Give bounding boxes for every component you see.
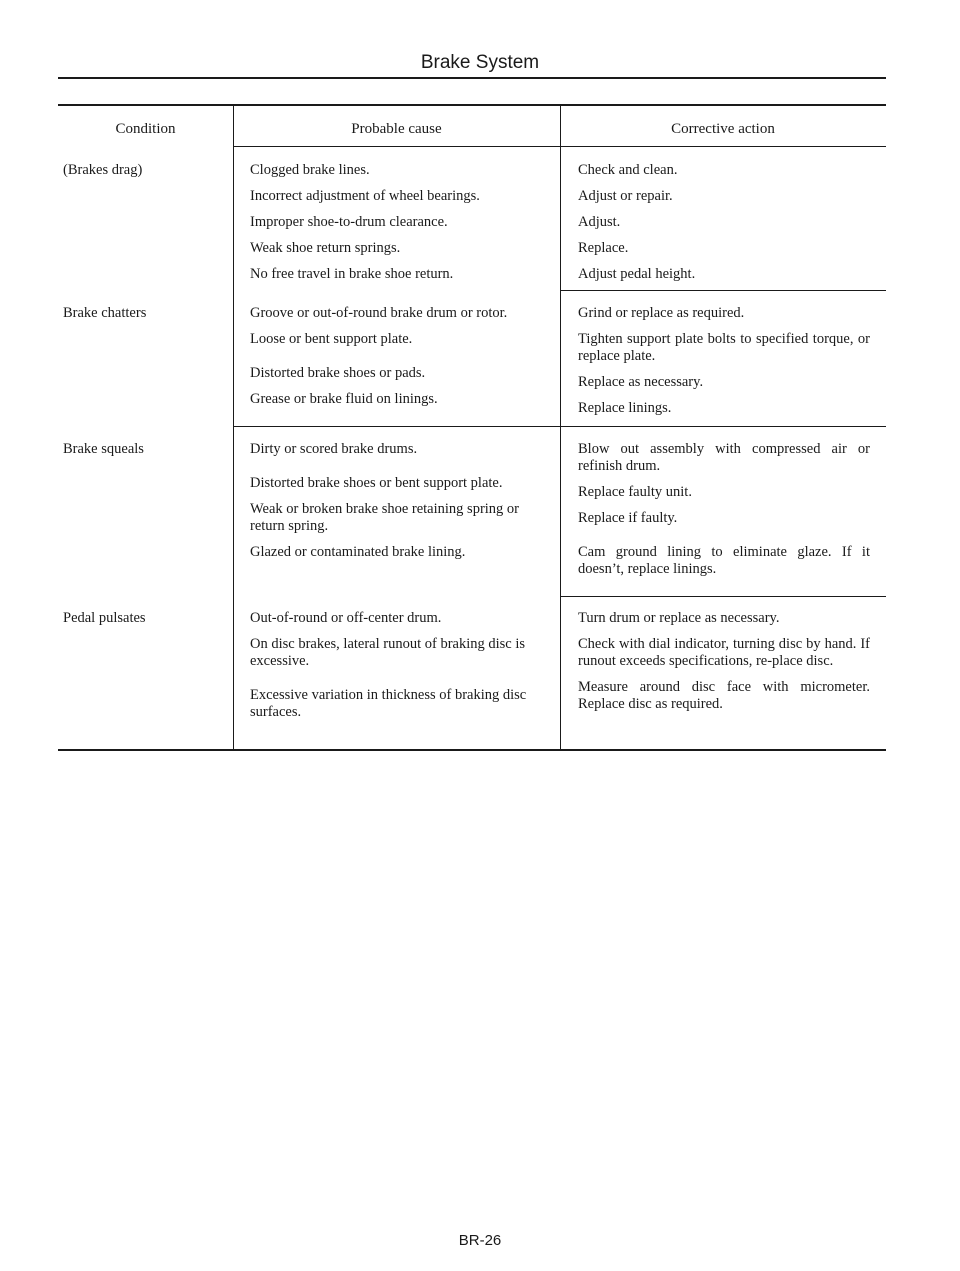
column-divider-2 <box>560 104 561 750</box>
action-item: Turn drum or replace as necessary. <box>578 610 780 626</box>
cause-item: Improper shoe-to-drum clearance. <box>250 214 448 230</box>
action-item: Replace. <box>578 240 629 256</box>
cause-cell <box>250 610 542 730</box>
column-header-corrective-action: Corrective action <box>671 121 775 137</box>
cause-item: Grease or brake fluid on linings. <box>250 391 438 407</box>
action-item: Grind or replace as required. <box>578 305 745 321</box>
column-header-probable-cause: Probable cause <box>351 121 442 137</box>
cause-item: Clogged brake lines. <box>250 162 370 178</box>
action-cell <box>578 441 870 587</box>
action-item: Check and clean. <box>578 162 678 178</box>
cause-item: Dirty or scored brake drums. <box>250 441 418 457</box>
cause-item: Out-of-round or off-center drum. <box>250 610 442 626</box>
cause-item: Loose or bent support plate. <box>250 331 413 347</box>
condition-cell: Brake chatters <box>63 305 147 321</box>
action-item: Measure around disc face with micrometer. Replace disc as required. <box>578 679 870 712</box>
cause-cell <box>250 305 542 417</box>
action-item: Adjust pedal height. <box>578 266 696 282</box>
page-number: BR-26 <box>458 1232 502 1249</box>
condition-cell: Pedal pulsates <box>63 610 146 626</box>
cause-item: Weak shoe return springs. <box>250 240 401 256</box>
cause-cell <box>250 162 542 292</box>
cause-item: Glazed or contaminated brake lining. <box>250 544 466 560</box>
table-top-rule <box>58 104 886 106</box>
action-item: Blow out assembly with compressed air or refinish drum. <box>578 441 870 474</box>
page-title: Brake System <box>420 52 540 73</box>
action-item: Cam ground lining to eliminate glaze. If it doesn’t, replace linings. <box>578 544 870 577</box>
condition-cell: (Brakes drag) <box>63 162 143 178</box>
cause-item: Excessive variation in thickness of braking disc surfaces. <box>250 687 527 720</box>
action-item: Replace faulty unit. <box>578 484 692 500</box>
table-bottom-rule <box>58 749 886 751</box>
cause-cell <box>250 441 542 570</box>
cause-item: Weak or broken brake shoe retaining spring or return spring. <box>250 501 520 534</box>
header-rule <box>58 77 886 79</box>
action-item: Adjust. <box>578 214 621 230</box>
action-item: Replace if faulty. <box>578 510 678 526</box>
action-cell <box>578 610 870 722</box>
condition-cell: Brake squeals <box>63 441 144 457</box>
cause-item: On disc brakes, lateral runout of braking disc is excessive. <box>250 636 526 669</box>
row-separator <box>233 426 886 427</box>
column-divider-1 <box>233 104 234 750</box>
action-cell <box>578 305 870 426</box>
row-separator <box>560 596 886 597</box>
cause-item: Groove or out-of-round brake drum or rotor. <box>250 305 508 321</box>
cause-item: No free travel in brake shoe return. <box>250 266 454 282</box>
cause-item: Distorted brake shoes or bent support plate. <box>250 475 503 491</box>
action-item: Replace as necessary. <box>578 374 704 390</box>
action-cell <box>578 162 870 292</box>
action-item: Adjust or repair. <box>578 188 673 204</box>
action-item: Check with dial indicator, turning disc by hand. If runout exceeds specifications, re-place disc. <box>578 636 870 669</box>
cause-item: Incorrect adjustment of wheel bearings. <box>250 188 480 204</box>
cause-item: Distorted brake shoes or pads. <box>250 365 426 381</box>
action-item: Tighten support plate bolts to specified torque, or replace plate. <box>578 331 870 364</box>
column-header-condition: Condition <box>115 121 176 137</box>
action-item: Replace linings. <box>578 400 672 416</box>
